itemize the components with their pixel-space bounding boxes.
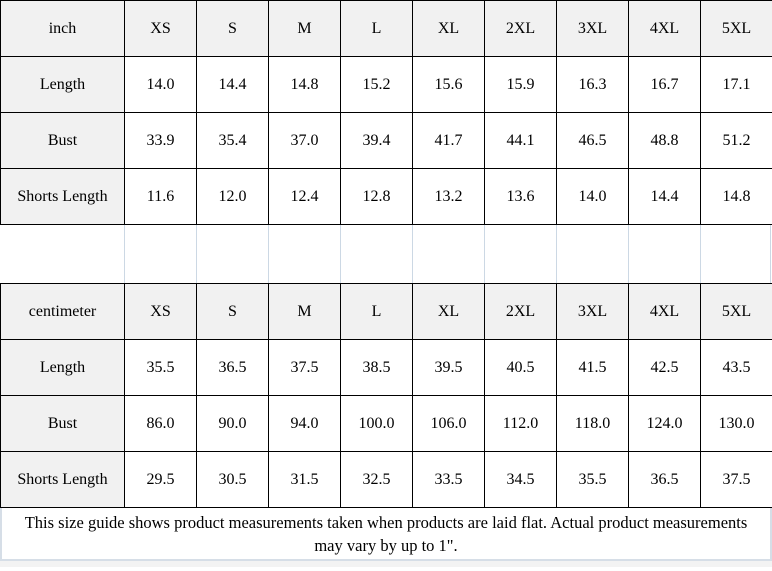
measurement-row [1,113,772,169]
size-column-header: 4XL [629,1,701,57]
measurement-value-cell: 51.2 [701,113,772,169]
measurement-value-cell: 31.5 [269,452,341,508]
size-column-header: 4XL [629,284,701,340]
measurement-value-cell: 14.4 [629,169,701,225]
measurement-value-cell: 37.5 [269,340,341,396]
column-guide-line [124,225,125,283]
measurement-value-cell: 33.9 [125,113,197,169]
measurement-value-cell: 37.0 [269,113,341,169]
measurement-value-cell: 86.0 [125,396,197,452]
size-column-header: S [197,284,269,340]
table-gap [0,225,772,283]
measurement-value-cell: 90.0 [197,396,269,452]
column-guide-line [268,225,269,283]
measurement-value-cell: 42.5 [629,340,701,396]
measurement-value-cell: 37.5 [701,452,772,508]
measurement-label-cell: Shorts Length [1,452,125,508]
measurement-value-cell: 41.7 [413,113,485,169]
column-guide-line [484,225,485,283]
size-column-header: 2XL [485,284,557,340]
measurement-value-cell: 14.8 [269,57,341,113]
unit-label-cell: centimeter [1,284,125,340]
measurement-value-cell: 12.8 [341,169,413,225]
measurement-value-cell: 43.5 [701,340,772,396]
measurement-value-cell: 35.5 [125,340,197,396]
measurement-value-cell: 15.9 [485,57,557,113]
measurement-value-cell: 17.1 [701,57,772,113]
measurement-value-cell: 46.5 [557,113,629,169]
measurement-value-cell: 41.5 [557,340,629,396]
measurement-value-cell: 38.5 [341,340,413,396]
measurement-value-cell: 106.0 [413,396,485,452]
measurement-value-cell: 36.5 [197,340,269,396]
measurement-value-cell: 14.4 [197,57,269,113]
measurement-value-cell: 44.1 [485,113,557,169]
measurement-value-cell: 33.5 [413,452,485,508]
unit-label-cell: inch [1,1,125,57]
size-column-header: S [197,1,269,57]
measurement-value-cell: 36.5 [629,452,701,508]
measurement-label-cell: Shorts Length [1,169,125,225]
measurement-value-cell: 118.0 [557,396,629,452]
size-column-header: L [341,1,413,57]
measurement-value-cell: 14.0 [125,57,197,113]
measurement-value-cell: 112.0 [485,396,557,452]
measurement-value-cell: 39.5 [413,340,485,396]
size-table-inch [0,0,772,225]
measurement-row [1,396,772,452]
size-table-centimeter [0,283,772,508]
measurement-value-cell: 34.5 [485,452,557,508]
measurement-value-cell: 16.7 [629,57,701,113]
size-column-header: L [341,284,413,340]
size-column-header: 3XL [557,284,629,340]
measurement-value-cell: 40.5 [485,340,557,396]
size-column-header: 5XL [701,1,772,57]
measurement-value-cell: 29.5 [125,452,197,508]
column-guide-line [340,225,341,283]
column-guide-line [556,225,557,283]
measurement-value-cell: 35.4 [197,113,269,169]
size-guide-note [0,508,772,561]
measurement-row [1,340,772,396]
measurement-value-cell: 39.4 [341,113,413,169]
measurement-value-cell: 100.0 [341,396,413,452]
size-table-header-row [1,1,772,57]
size-column-header: M [269,284,341,340]
measurement-value-cell: 16.3 [557,57,629,113]
measurement-label-cell: Length [1,57,125,113]
measurement-value-cell: 14.0 [557,169,629,225]
measurement-row [1,452,772,508]
measurement-value-cell: 94.0 [269,396,341,452]
size-column-header: XL [413,284,485,340]
size-table-header-row [1,284,772,340]
measurement-value-cell: 15.2 [341,57,413,113]
column-guide-line [196,225,197,283]
column-guide-line [700,225,701,283]
measurement-value-cell: 124.0 [629,396,701,452]
measurement-label-cell: Length [1,340,125,396]
measurement-value-cell: 14.8 [701,169,772,225]
measurement-value-cell: 15.6 [413,57,485,113]
measurement-label-cell: Bust [1,396,125,452]
measurement-value-cell: 35.5 [557,452,629,508]
size-column-header: 5XL [701,284,772,340]
measurement-value-cell: 12.0 [197,169,269,225]
measurement-value-cell: 11.6 [125,169,197,225]
measurement-value-cell: 12.4 [269,169,341,225]
measurement-value-cell: 30.5 [197,452,269,508]
column-guide-line [628,225,629,283]
size-guide-note-text: This size guide shows product measurements taken when products are laid flat. Actual product measurements may vary by up to 1". [24,512,748,555]
measurement-value-cell: 32.5 [341,452,413,508]
column-guide-line [770,225,771,283]
column-guide-line [412,225,413,283]
size-column-header: XL [413,1,485,57]
page-bottom-strip [0,561,772,567]
measurement-value-cell: 130.0 [701,396,772,452]
measurement-row [1,57,772,113]
measurement-value-cell: 13.6 [485,169,557,225]
size-column-header: XS [125,1,197,57]
size-column-header: 3XL [557,1,629,57]
measurement-value-cell: 48.8 [629,113,701,169]
size-column-header: M [269,1,341,57]
measurement-row [1,169,772,225]
measurement-label-cell: Bust [1,113,125,169]
size-column-header: 2XL [485,1,557,57]
measurement-value-cell: 13.2 [413,169,485,225]
size-column-header: XS [125,284,197,340]
